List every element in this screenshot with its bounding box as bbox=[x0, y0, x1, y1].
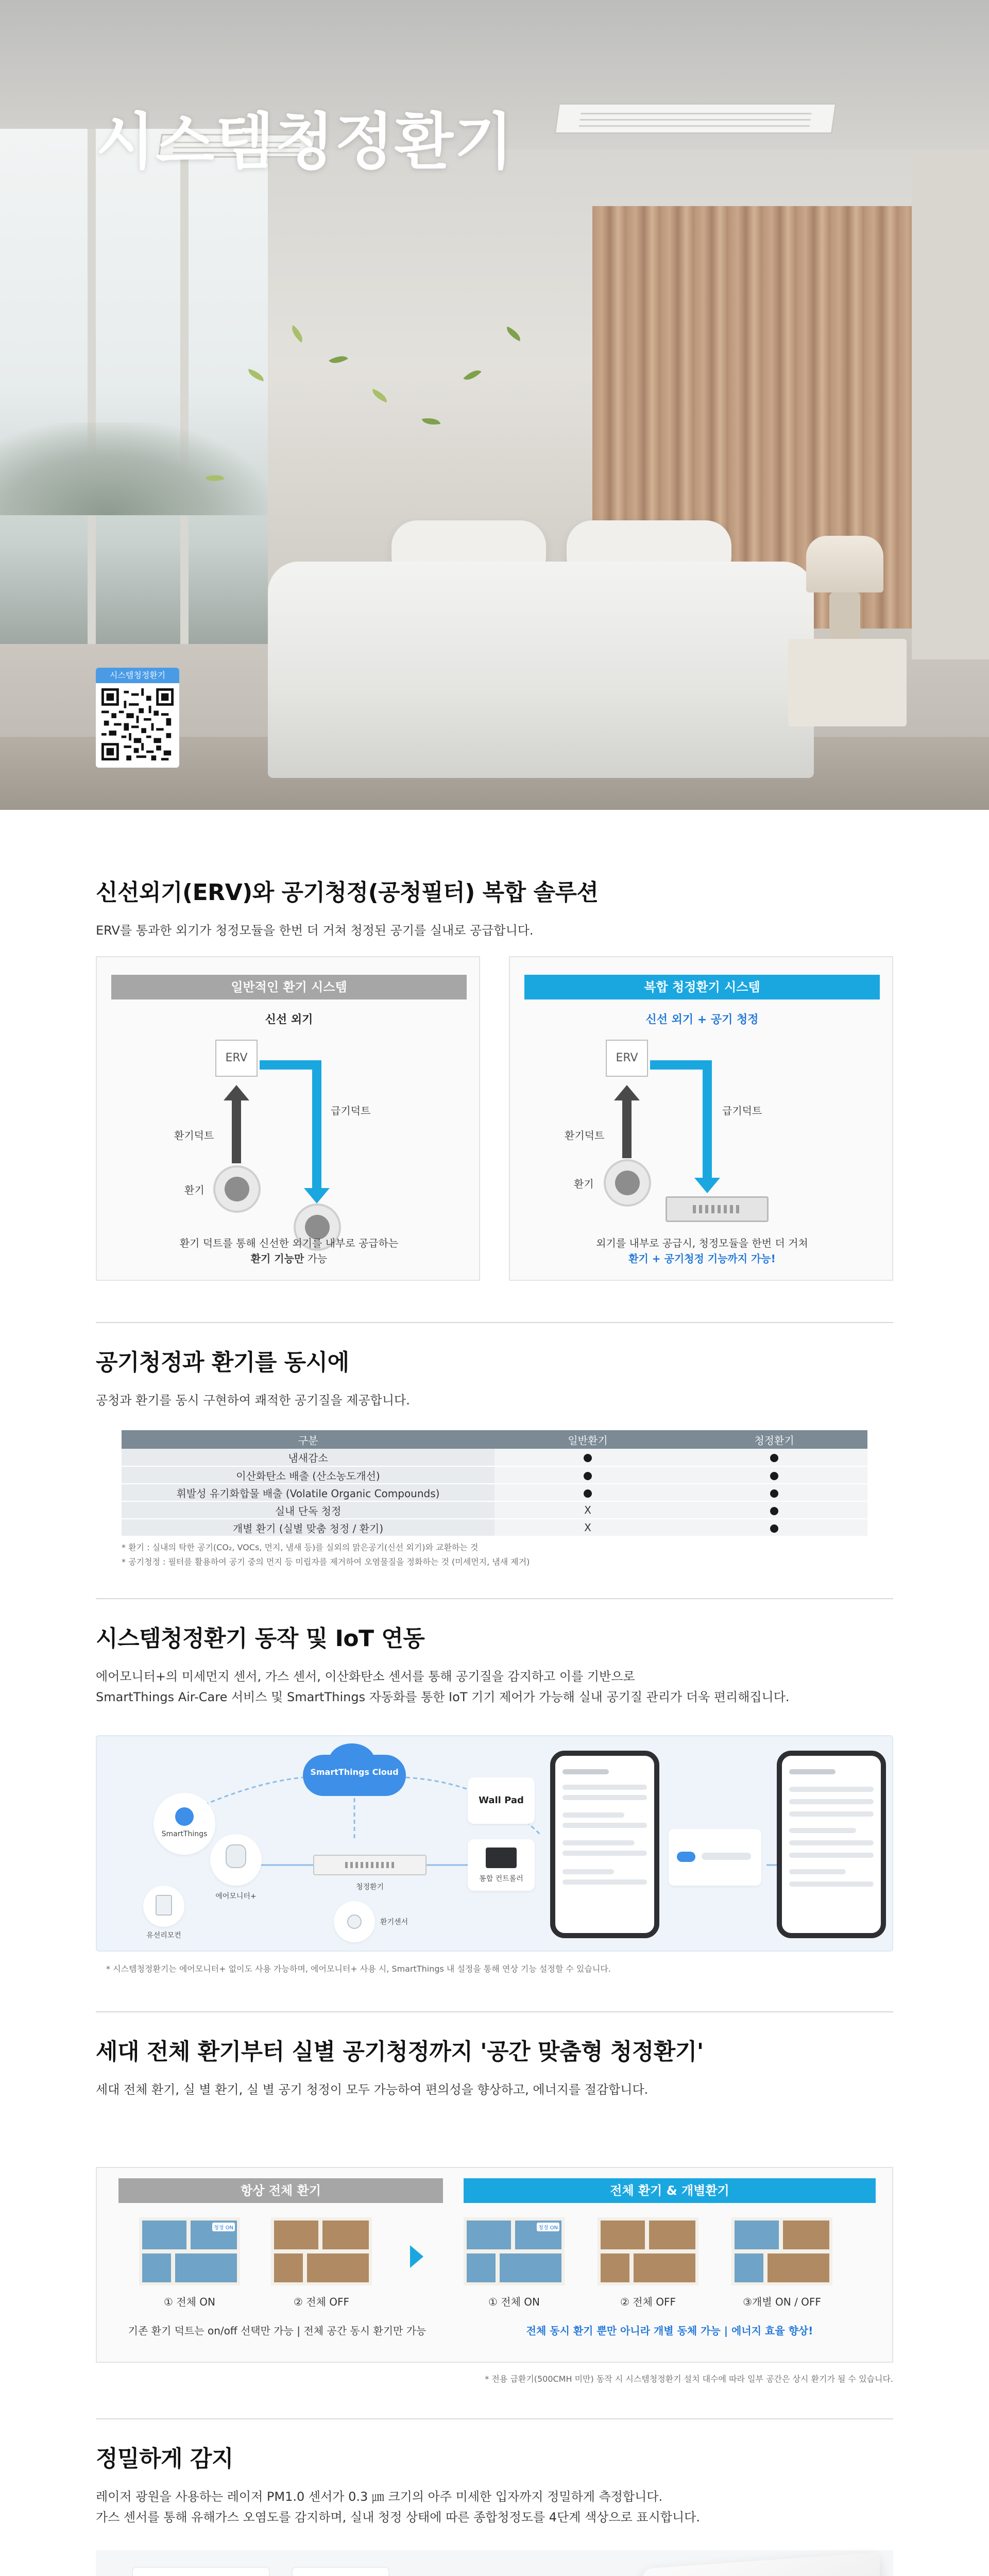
table-cell bbox=[494, 1466, 681, 1484]
space-header-right: 전체 환기 & 개별환기 bbox=[464, 2178, 876, 2203]
floorplan-room bbox=[141, 2252, 172, 2283]
table-row bbox=[122, 1449, 867, 1466]
ceiling-vent-right bbox=[554, 103, 837, 134]
phone-screen-right bbox=[777, 1751, 886, 1938]
room-status-badge: 청정 ON bbox=[537, 2223, 559, 2231]
section-detect bbox=[96, 2440, 893, 2528]
table-cell: 휘발성 유기화합물 배출 (Volatile Organic Compounds) bbox=[122, 1484, 494, 1501]
section-desc: 에어모니터+의 미세먼지 센서, 가스 센서, 이산화탄소 센서를 통해 공기질을 감지하고 이를 기반으로 SmartThings Air-Care 서비스 및 SmartThings 자동화를 통한 IoT 기기 제어가 가능해 실내 공기질 관리가 더욱 편리해집니다. bbox=[96, 1669, 790, 1704]
air-monitor-label: 에어모니터+ bbox=[215, 1892, 257, 1901]
section-space-custom bbox=[96, 2033, 893, 2100]
table-cell: 실내 단독 청정 bbox=[122, 1501, 494, 1519]
floorplan-room bbox=[321, 2219, 370, 2250]
compare-note: 환기 덕트를 통해 신선한 외기를 내부로 공급하는 환기 기능만 가능 bbox=[179, 1237, 399, 1265]
toggle-icon bbox=[677, 1852, 695, 1862]
sensor-icon bbox=[347, 1914, 362, 1929]
footnote: * 시스템청정환기는 에어모니터+ 없이도 사용 가능하며, 에어모니터+ 사용 시, SmartThings 내 설정을 통해 연상 기능 설정할 수 있습니다. bbox=[106, 1964, 611, 1974]
section-erv-solution bbox=[96, 874, 893, 941]
floorplan-room bbox=[466, 2219, 512, 2250]
qr-code-card[interactable] bbox=[96, 668, 179, 768]
sensor-card bbox=[292, 2567, 389, 2576]
check-dot-icon bbox=[584, 1454, 592, 1462]
floorplan-room bbox=[306, 2252, 370, 2283]
footnotes: * 환기 : 실내의 탁한 공기(CO₂, VOCs, 먼지, 냄새 등)를 실외의 맑은공기(신선 외기)와 교환하는 것 * 공기청정 : 필터를 활용하여 공기 중의 먼지 등 미립자를 제거하여 오염물질을 정화하는 것 (미세먼지, 냄새 제거) bbox=[122, 1543, 530, 1567]
check-dot-icon bbox=[584, 1489, 592, 1498]
leaf-icon bbox=[288, 325, 306, 343]
table-cell bbox=[681, 1466, 867, 1484]
table-cell: 냄새감소 bbox=[122, 1449, 494, 1466]
compare-header: 복합 청정환기 시스템 bbox=[524, 975, 880, 999]
floorplan-room bbox=[766, 2252, 830, 2283]
section-simultaneous bbox=[96, 1344, 893, 1411]
purifier-device bbox=[313, 1855, 427, 1875]
floorplan-room bbox=[174, 2252, 238, 2283]
exhaust-duct-label: 환기덕트 bbox=[174, 1129, 214, 1142]
table-cell bbox=[681, 1484, 867, 1501]
erv-box: ERV bbox=[606, 1040, 648, 1077]
leaf-icon bbox=[463, 366, 481, 384]
floorplan-room bbox=[514, 2219, 562, 2250]
table-row bbox=[122, 1466, 867, 1484]
smartthings-node: SmartThings bbox=[154, 1793, 215, 1855]
leaf-icon bbox=[370, 389, 389, 403]
arrow-up-icon bbox=[622, 1096, 632, 1158]
arrow-right-icon bbox=[410, 2245, 423, 2268]
remote-icon bbox=[156, 1895, 172, 1916]
floorplan-room bbox=[734, 2219, 780, 2250]
hero-landscape bbox=[0, 422, 268, 515]
floorplan-room bbox=[190, 2219, 238, 2250]
option-label: ① 전체 ON bbox=[488, 2296, 540, 2308]
air-monitor-node bbox=[210, 1834, 262, 1886]
table-row bbox=[122, 1484, 867, 1501]
phone-screen-left bbox=[550, 1751, 659, 1938]
check-dot-icon bbox=[770, 1489, 778, 1498]
qr-label: 시스템청정환기 bbox=[96, 668, 179, 683]
fan-icon bbox=[213, 1165, 261, 1213]
check-dot-icon bbox=[770, 1472, 778, 1480]
vent-label: 환기 bbox=[184, 1184, 204, 1196]
arrow-up-icon bbox=[232, 1096, 241, 1163]
table-header: 일반환기 bbox=[494, 1430, 681, 1449]
table-cell: X bbox=[494, 1519, 681, 1536]
cloud-label: SmartThings Cloud bbox=[310, 1767, 399, 1777]
floorplan-room bbox=[648, 2219, 696, 2250]
table-header-row bbox=[122, 1430, 867, 1449]
display-card bbox=[132, 2567, 270, 2576]
section-title: 공기청정과 환기를 동시에 bbox=[96, 1349, 349, 1376]
compare-sub: 신선 외기 bbox=[265, 1013, 313, 1026]
option-label: ③개별 ON / OFF bbox=[743, 2296, 821, 2308]
table-row bbox=[122, 1519, 867, 1536]
supply-duct-label: 급기덕트 bbox=[331, 1105, 371, 1117]
section-title: 시스템청정환기 동작 및 IoT 연동 bbox=[96, 1625, 425, 1652]
controller-node: 통합 컨트롤러 bbox=[468, 1839, 535, 1891]
exhaust-duct-label: 환기덕트 bbox=[565, 1129, 605, 1142]
floorplan-room bbox=[782, 2219, 830, 2250]
floorplan-image bbox=[271, 2217, 372, 2285]
compare-header: 일반적인 환기 시스템 bbox=[111, 975, 467, 999]
page-title: 시스템청정환기 bbox=[96, 106, 514, 177]
table-cell bbox=[494, 1449, 681, 1466]
option-label: ① 전체 ON bbox=[164, 2296, 215, 2308]
section-title: 신선외기(ERV)와 공기청정(공청필터) 복합 솔루션 bbox=[96, 879, 599, 906]
floorplan-image bbox=[598, 2217, 698, 2285]
check-dot-icon bbox=[584, 1472, 592, 1480]
option-label: ② 전체 OFF bbox=[620, 2296, 676, 2308]
section-desc: ERV를 통과한 외기가 청정모듈을 한번 더 거쳐 청정된 공기를 실내로 공급합니다. bbox=[96, 923, 534, 938]
sensor-node bbox=[334, 1901, 375, 1942]
table-cell bbox=[494, 1484, 681, 1501]
supply-duct-label: 급기덕트 bbox=[722, 1105, 762, 1117]
footnote: * 전용 급환기(500CMH 미만) 동작 시 시스템청정환기 설치 대수에 따라 일부 공간은 상시 환기가 될 수 있습니다. bbox=[485, 2374, 893, 2384]
floorplan-image bbox=[731, 2217, 832, 2285]
table-cell: X bbox=[494, 1501, 681, 1519]
leaf-icon bbox=[329, 352, 348, 368]
check-dot-icon bbox=[770, 1524, 778, 1533]
fan-icon bbox=[604, 1159, 651, 1207]
remote-node bbox=[143, 1886, 184, 1927]
floorplan-image bbox=[139, 2217, 240, 2285]
comparison-table bbox=[122, 1430, 867, 1537]
space-header-left: 항상 전체 환기 bbox=[118, 2178, 443, 2203]
section-iot bbox=[96, 1620, 893, 1707]
check-dot-icon bbox=[770, 1507, 778, 1515]
wall-pad-label: Wall Pad bbox=[479, 1795, 524, 1806]
section-desc: 레이저 광원을 사용하는 레이저 PM1.0 센서가 0.3 ㎛ 크기의 아주 미세한 입자까지 정밀하게 측정합니다. 가스 센서를 통해 유해가스 오염도를 감지하며, 실내 청정 상태에 따른 종합청정도를 4단계 색상으로 표시합니다. bbox=[96, 2489, 700, 2524]
purifier-label: 청정환기 bbox=[355, 1883, 384, 1891]
floorplan-room bbox=[734, 2252, 764, 2283]
table-header: 청정환기 bbox=[681, 1430, 867, 1449]
table-row bbox=[122, 1501, 867, 1519]
hero-bed bbox=[268, 562, 814, 778]
qr-code-icon bbox=[101, 688, 174, 760]
section-title: 세대 전체 환기부터 실별 공기청정까지 '공간 맞춤형 청정환기' bbox=[96, 2039, 704, 2065]
air-monitor-icon bbox=[226, 1844, 246, 1868]
phone-card-mid bbox=[669, 1829, 761, 1886]
floorplan-room bbox=[273, 2252, 304, 2283]
section-title: 정밀하게 감지 bbox=[96, 2446, 233, 2472]
table-cell bbox=[681, 1449, 867, 1466]
space-note-left: 기존 환기 덕트는 on/off 선택만 가능 | 전체 공간 동시 환기만 가능 bbox=[128, 2325, 427, 2337]
space-diagram bbox=[96, 2167, 893, 2363]
wall-pad-node bbox=[468, 1777, 535, 1824]
floorplan-room bbox=[273, 2219, 319, 2250]
table-cell bbox=[681, 1519, 867, 1536]
compare-note: 외기를 내부로 공급시, 청정모듈을 한번 더 거쳐 환기 + 공기청정 기능까지 가능! bbox=[596, 1237, 808, 1265]
table-cell: 이산화탄소 배출 (산소농도개선) bbox=[122, 1466, 494, 1484]
hero-banner bbox=[0, 0, 989, 810]
iot-diagram: SmartThings Cloud SmartThings 에어모니터+ 청정환기 유선리모컨 환기센서 통합 컨트롤러 Wall Pad bbox=[96, 1735, 893, 1952]
check-dot-icon bbox=[770, 1454, 778, 1462]
purifier-panel-icon bbox=[666, 1196, 769, 1222]
smartthings-icon bbox=[175, 1807, 194, 1826]
section-desc: 세대 전체 환기, 실 별 환기, 실 별 공기 청정이 모두 가능하여 편의성을 향상하고, 에너지를 절감합니다. bbox=[96, 2082, 649, 2097]
compare-box-general bbox=[96, 956, 480, 1281]
floorplan-room bbox=[600, 2252, 630, 2283]
table-header: 구분 bbox=[122, 1430, 494, 1449]
compare-sub: 신선 외기 + 공기 청정 bbox=[645, 1013, 759, 1026]
vent-label: 환기 bbox=[574, 1178, 594, 1190]
floorplan-room bbox=[633, 2252, 696, 2283]
table-cell: 개별 환기 (실별 맞춤 청정 / 환기) bbox=[122, 1519, 494, 1536]
table-cell bbox=[681, 1501, 867, 1519]
lamp-icon bbox=[806, 536, 883, 592]
hero-window bbox=[0, 129, 268, 644]
floorplan-image bbox=[464, 2217, 565, 2285]
floorplan-room bbox=[499, 2252, 562, 2283]
erv-box: ERV bbox=[215, 1040, 258, 1077]
floorplan-room bbox=[466, 2252, 497, 2283]
option-label: ② 전체 OFF bbox=[293, 2296, 350, 2308]
controller-icon bbox=[486, 1848, 517, 1868]
leaf-icon bbox=[504, 327, 523, 342]
floorplan-room bbox=[141, 2219, 187, 2250]
room-status-badge: 청정 ON bbox=[212, 2223, 235, 2231]
compare-box-composite bbox=[509, 956, 893, 1281]
section-desc: 공청과 환기를 동시 구현하여 쾌적한 공기질을 제공합니다. bbox=[96, 1393, 410, 1408]
leaf-icon bbox=[422, 416, 440, 427]
floorplan-room bbox=[600, 2219, 646, 2250]
space-note-right: 전체 동시 환기 뿐만 아니라 개별 동체 가능 | 에너지 효율 향상! bbox=[526, 2325, 813, 2337]
